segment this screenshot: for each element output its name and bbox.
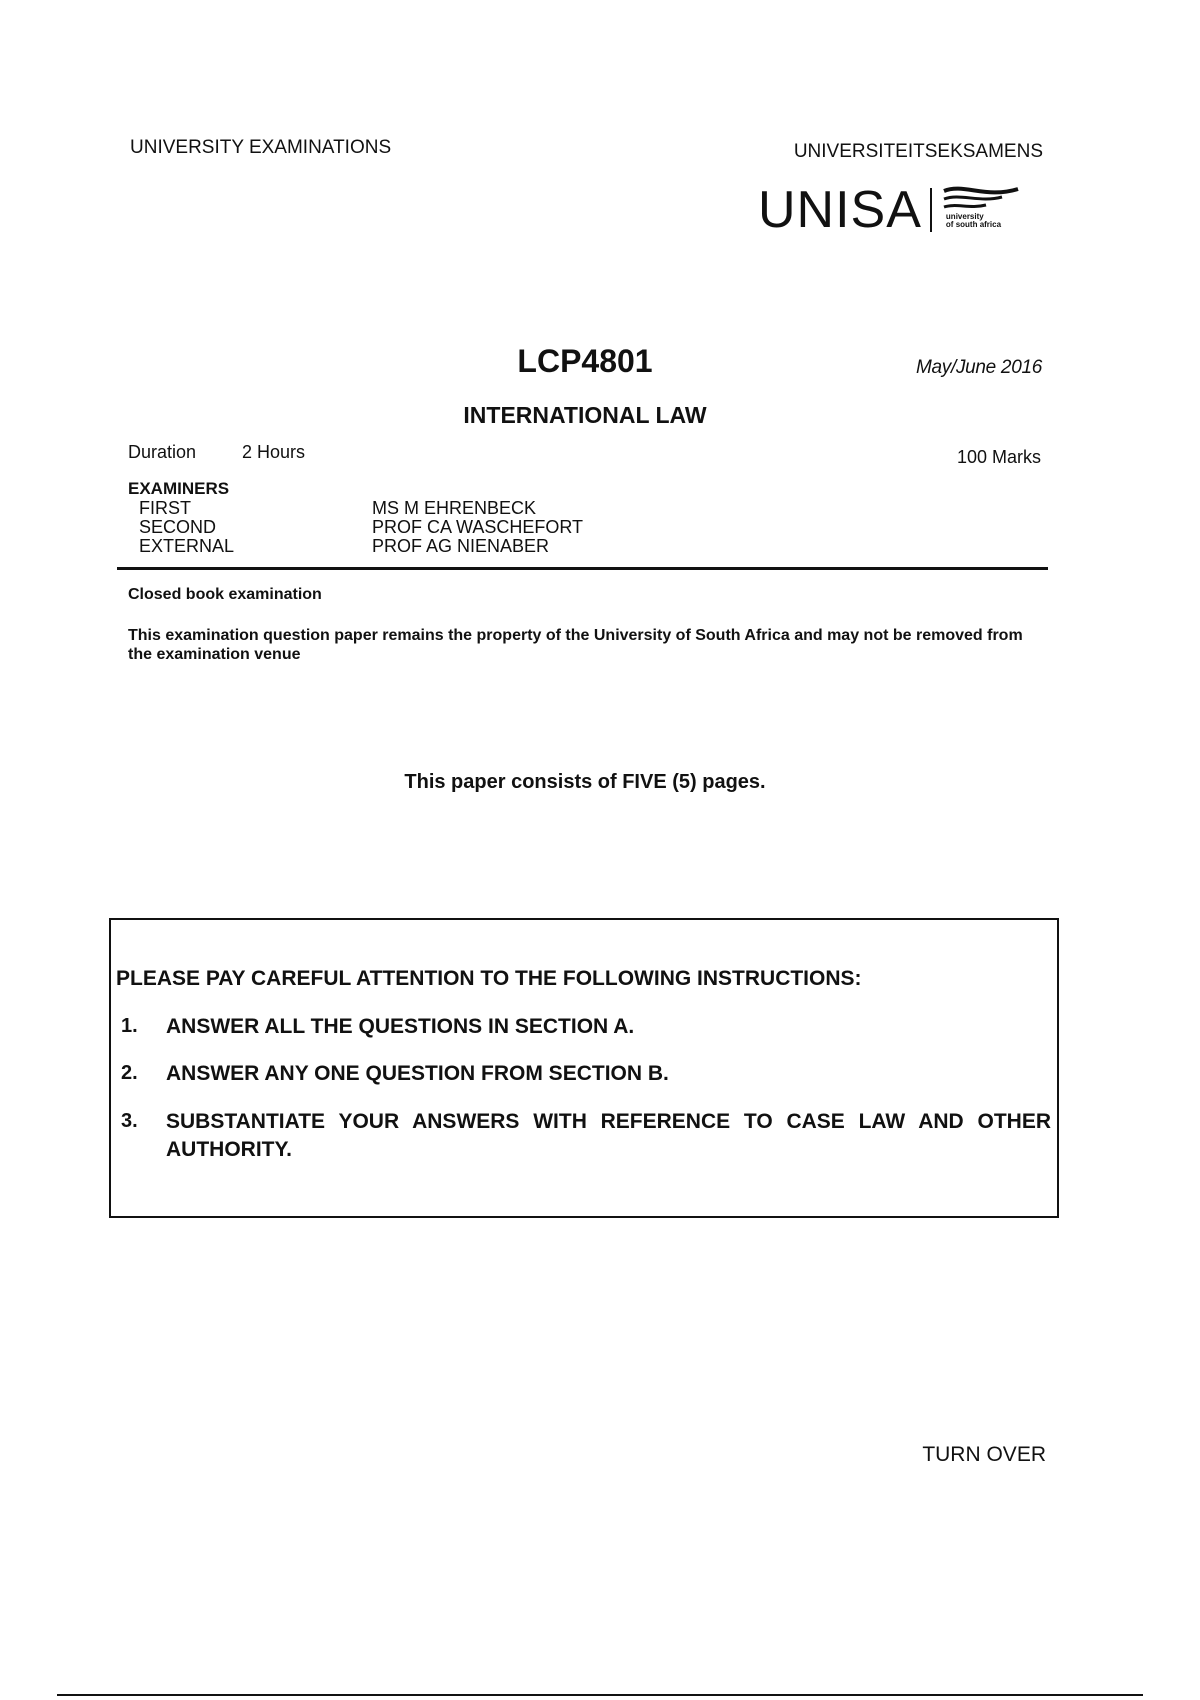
- header-divider: [117, 567, 1048, 570]
- logo-tagline: university of south africa: [945, 212, 1002, 229]
- instructions-title: PLEASE PAY CAREFUL ATTENTION TO THE FOLLOWING INSTRUCTIONS:: [116, 967, 862, 990]
- page-count-note: This paper consists of FIVE (5) pages.: [404, 771, 766, 793]
- examiners-title: EXAMINERS: [128, 479, 230, 498]
- logo-separator: [930, 188, 932, 232]
- logo-wordmark: UNISA: [758, 181, 922, 239]
- instruction-number: 1.: [121, 1015, 138, 1037]
- logo-emblem-icon: [940, 185, 1020, 235]
- examiner-name-external: PROF AG NIENABER: [372, 536, 550, 556]
- property-note: This examination question paper remains the property of the University of South Africa and may not be removed from the examination venue: [128, 627, 1023, 663]
- instruction-number: 2.: [121, 1062, 138, 1084]
- examiner-name-second: PROF CA WASCHEFORT: [372, 517, 584, 537]
- subject-title: INTERNATIONAL LAW: [463, 402, 707, 428]
- examiner-role-first: FIRST: [139, 498, 191, 518]
- module-code: LCP4801: [517, 343, 653, 379]
- instruction-number: 3.: [121, 1110, 138, 1132]
- page-bottom-line: [57, 1694, 1143, 1696]
- instruction-text: SUBSTANTIATE YOUR ANSWERS WITH REFERENCE TO CASE LAW AND OTHER AUTHORITY.: [166, 1110, 1051, 1161]
- instruction-text: ANSWER ALL THE QUESTIONS IN SECTION A.: [166, 1015, 635, 1038]
- examiner-role-external: EXTERNAL: [139, 536, 235, 556]
- duration-label: Duration: [128, 442, 197, 462]
- duration-value: 2 Hours: [242, 442, 306, 462]
- unisa-logo: [758, 180, 1028, 240]
- instructions-box: [109, 918, 1059, 1218]
- header-left-title: UNIVERSITY EXAMINATIONS: [130, 137, 392, 158]
- header-right-title: UNIVERSITEITSEKSAMENS: [793, 141, 1043, 162]
- examiner-role-second: SECOND: [139, 517, 217, 537]
- exam-date: May/June 2016: [915, 357, 1042, 378]
- examiner-name-first: MS M EHRENBECK: [372, 498, 537, 518]
- instruction-text: ANSWER ANY ONE QUESTION FROM SECTION B.: [166, 1062, 669, 1085]
- closed-book-note: Closed book examination: [128, 586, 322, 603]
- total-marks: 100 Marks: [956, 447, 1041, 467]
- turn-over-label: TURN OVER: [922, 1443, 1046, 1466]
